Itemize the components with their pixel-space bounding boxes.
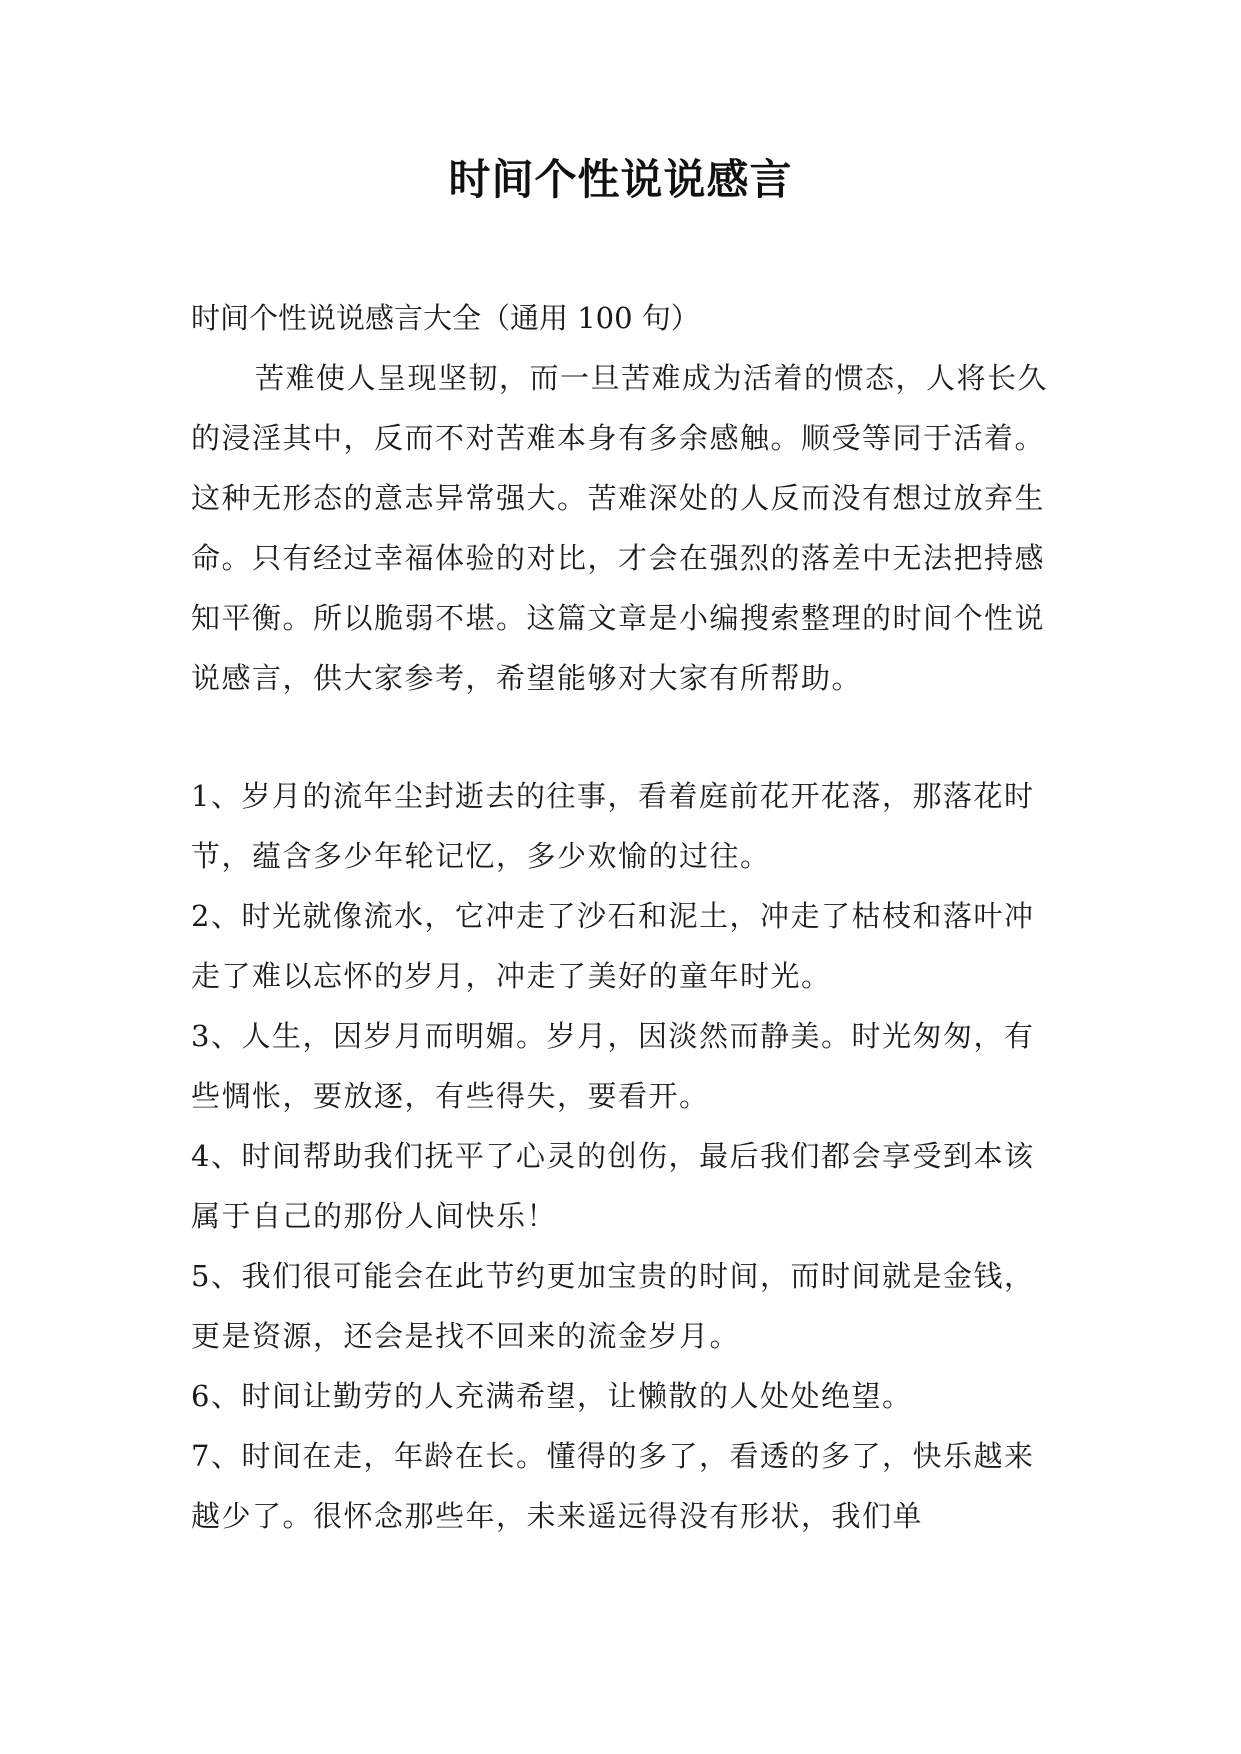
- document-subtitle: 时间个性说说感言大全（通用 100 句）: [191, 301, 700, 335]
- quote-item-7: 7、时间在走，年龄在长。懂得的多了，看透的多了，快乐越来越少了。很怀念那些年，未来遥远得没有形状，我们单: [191, 1439, 1035, 1533]
- intro-paragraph: 苦难使人呈现坚韧，而一旦苦难成为活着的惯态，人将长久的浸淫其中，反而不对苦难本身有多余感触。顺受等同于活着。这种无形态的意志异常强大。苦难深处的人反而没有想过放弃生命。只有经过幸福体验的对比，才会在强烈的落差中无法把持感知平衡。所以脆弱不堪。这篇文章是小编搜索整理的时间个性说说感言，供大家参考，希望能够对大家有所帮助。: [191, 361, 1049, 695]
- quote-list: [191, 766, 1061, 1546]
- quote-item-2: 2、时光就像流水，它冲走了沙石和泥土，冲走了枯枝和落叶冲走了难以忘怀的岁月，冲走了美好的童年时光。: [191, 899, 1035, 993]
- quote-item-3: 3、人生，因岁月而明媚。岁月，因淡然而静美。时光匆匆，有些惆怅，要放逐，有些得失，要看开。: [191, 1019, 1035, 1113]
- document-body: [191, 288, 1061, 1546]
- quote-item-6: 6、时间让勤劳的人充满希望，让懒散的人处处绝望。: [191, 1379, 913, 1413]
- quote-item-5: 5、我们很可能会在此节约更加宝贵的时间，而时间就是金钱，更是资源，还会是找不回来的流金岁月。: [191, 1259, 1035, 1353]
- document-title: 时间个性说说感言: [448, 155, 793, 204]
- quote-item-4: 4、时间帮助我们抚平了心灵的创伤，最后我们都会享受到本该属于自己的那份人间快乐！: [191, 1139, 1035, 1233]
- quote-item-1: 1、岁月的流年尘封逝去的往事，看着庭前花开花落，那落花时节，蕴含多少年轮记忆，多少欢愉的过往。: [191, 779, 1035, 873]
